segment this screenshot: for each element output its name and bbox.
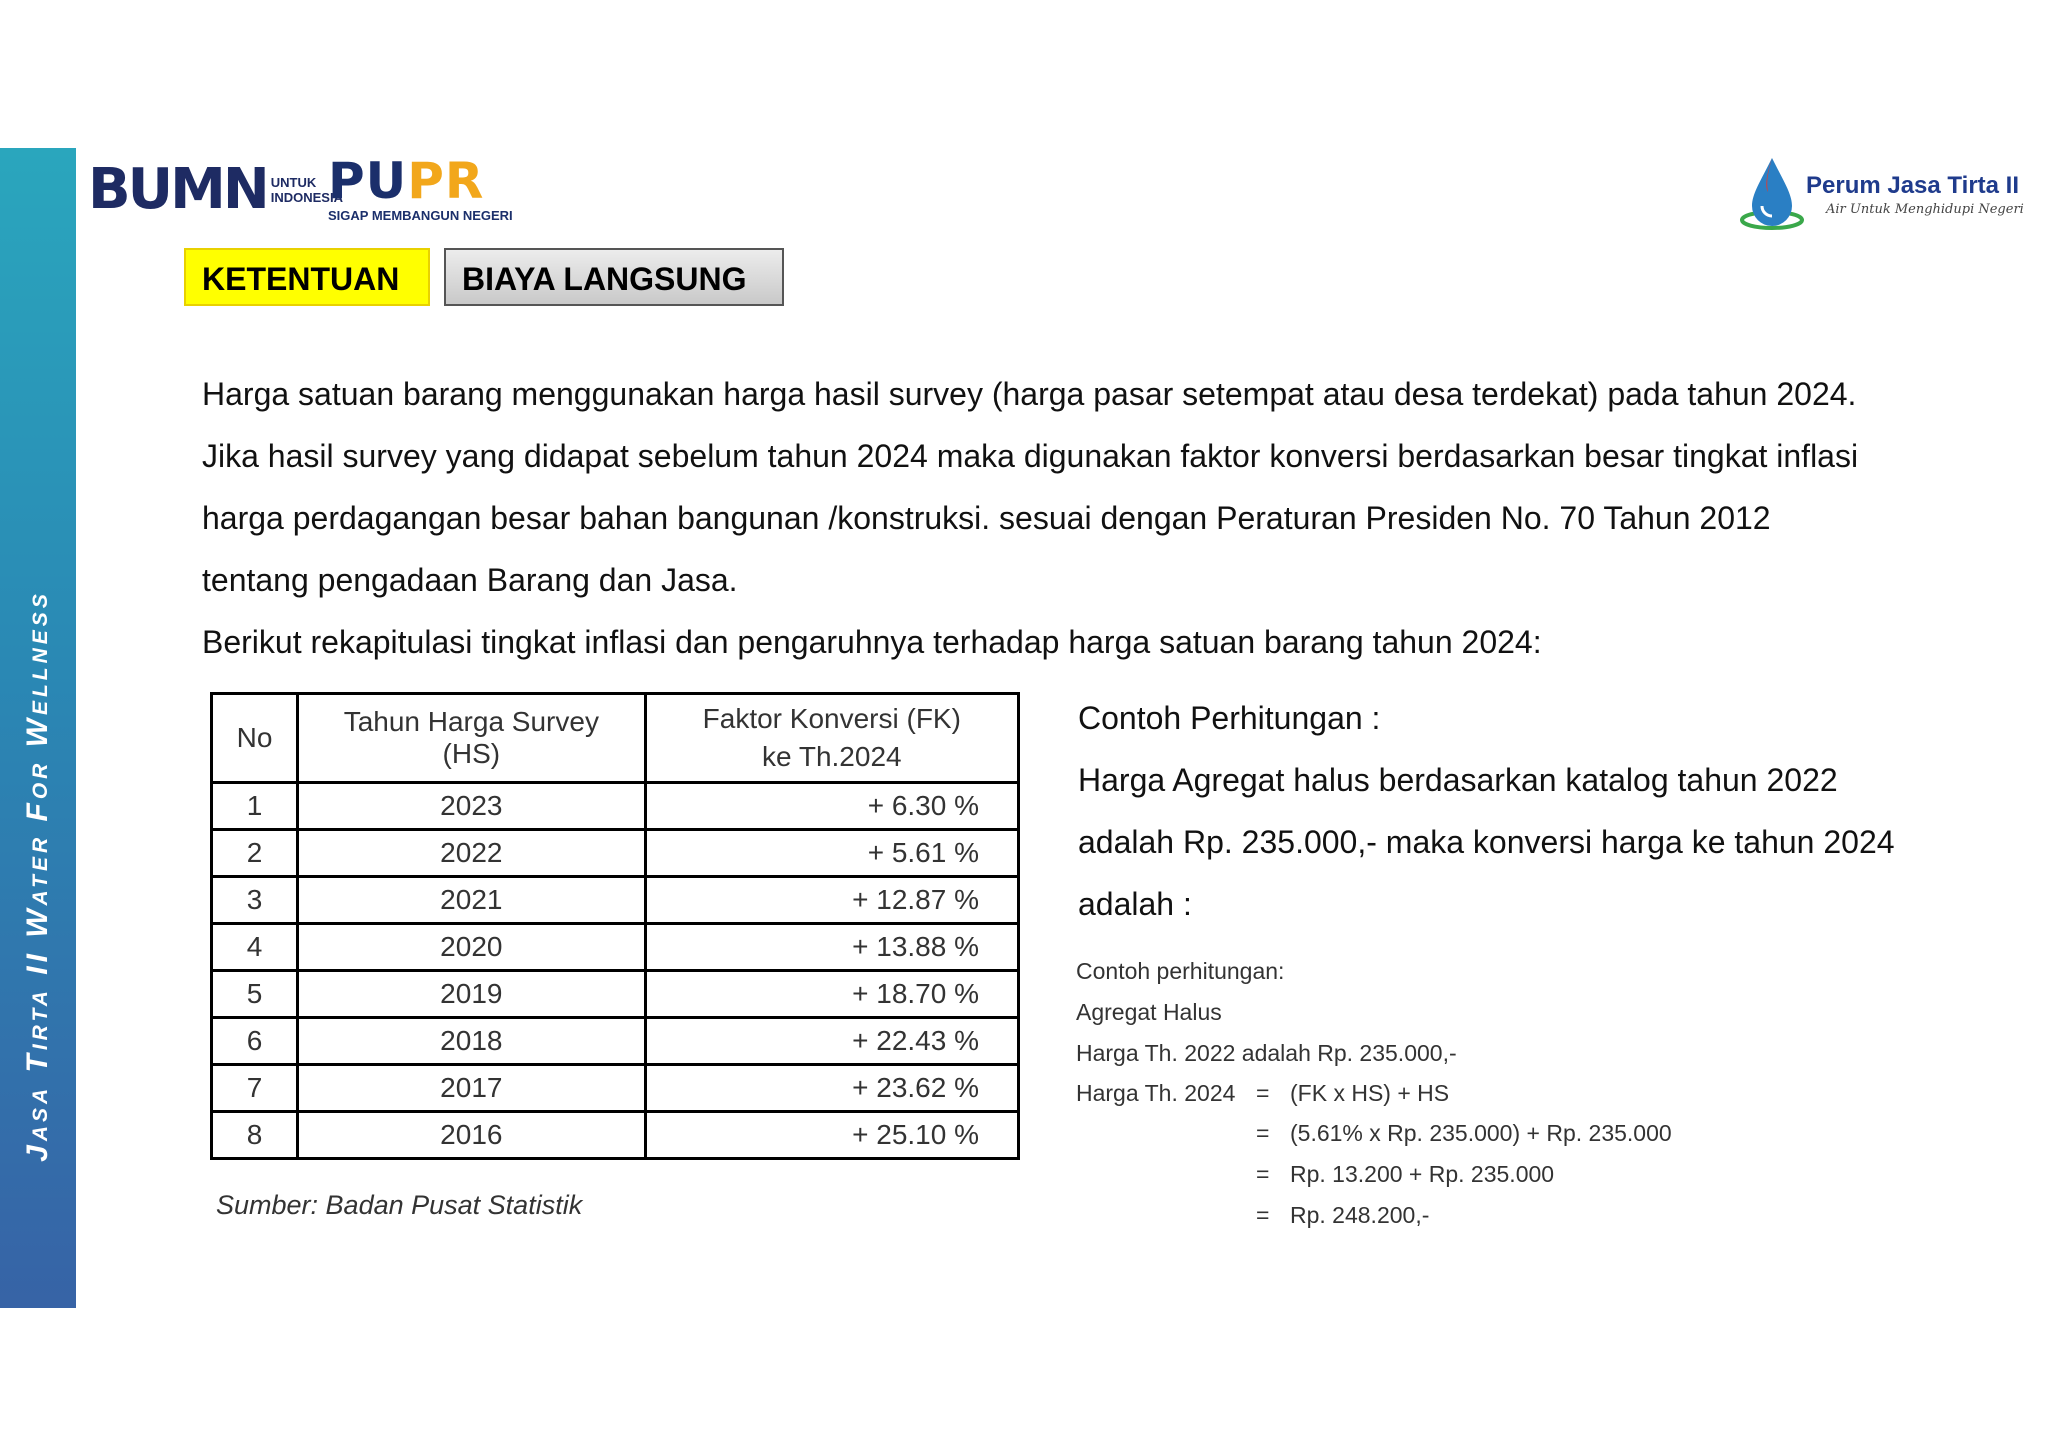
cell-year: 2017 — [298, 1065, 646, 1112]
calc-step-4: Rp. 248.200,- — [1290, 1202, 1430, 1228]
cell-fk: + 23.62 % — [645, 1065, 1018, 1112]
cell-no: 1 — [212, 783, 298, 830]
table-row — [212, 924, 1019, 971]
body-text-line-1: Harga satuan barang menggunakan harga hasil survey (harga pasar setempat atau desa terdekat) pada tahun 2024. — [202, 376, 1857, 412]
pupr-logo — [328, 152, 538, 226]
cell-no: 8 — [212, 1112, 298, 1159]
body-text-line-4: tentang pengadaan Barang dan Jasa. — [202, 562, 738, 598]
calc-equals: = — [1256, 1120, 1270, 1146]
cell-year: 2021 — [298, 877, 646, 924]
ketentuan-badge: KETENTUAN — [184, 248, 430, 306]
header-no: No — [212, 694, 298, 783]
cell-fk: + 6.30 % — [645, 783, 1018, 830]
cell-year: 2022 — [298, 830, 646, 877]
calc-equals: = — [1256, 1080, 1270, 1106]
calc-equals: = — [1256, 1161, 1270, 1187]
pjt-logo-name: Perum Jasa Tirta II — [1806, 172, 2019, 199]
table-row — [212, 1018, 1019, 1065]
body-text-line-3: harga perdagangan besar bahan bangunan /konstruksi. sesuai dengan Peraturan Presiden No. 70 Tahun 2012 — [202, 500, 1771, 536]
pjt-logo — [1738, 152, 2038, 232]
inflation-table — [210, 692, 1020, 1160]
calc-equals: = — [1256, 1202, 1270, 1228]
header-fk-line1: Faktor Konversi (FK) — [702, 703, 961, 734]
table-row — [212, 830, 1019, 877]
calc-step-1: (FK x HS) + HS — [1290, 1080, 1450, 1106]
header-year: Tahun Harga Survey (HS) — [298, 694, 646, 783]
bumn-logo — [88, 157, 343, 222]
table-row — [212, 783, 1019, 830]
calc-step-2: (5.61% x Rp. 235.000) + Rp. 235.000 — [1290, 1120, 1672, 1146]
sidebar-banner — [0, 148, 76, 1308]
calc-given: Harga Th. 2022 adalah Rp. 235.000,- — [1076, 1040, 1457, 1066]
cell-year: 2018 — [298, 1018, 646, 1065]
cell-no: 4 — [212, 924, 298, 971]
body-text-line-2: Jika hasil survey yang didapat sebelum tahun 2024 maka digunakan faktor konversi berdasarkan besar tingkat inflasi — [202, 438, 1859, 474]
body-text-line-5: Berikut rekapitulasi tingkat inflasi dan pengaruhnya terhadap harga satuan barang tahun 2024: — [202, 624, 1542, 660]
cell-fk: + 25.10 % — [645, 1112, 1018, 1159]
pupr-word-dark: PU — [328, 152, 408, 210]
cell-no: 5 — [212, 971, 298, 1018]
cell-fk: + 5.61 % — [645, 830, 1018, 877]
pupr-tagline: SIGAP MEMBANGUN NEGERI — [328, 208, 513, 223]
biaya-langsung-badge: BIAYA LANGSUNG — [444, 248, 784, 306]
example-heading: Contoh Perhitungan : — [1078, 700, 1381, 736]
cell-no: 2 — [212, 830, 298, 877]
cell-fk: + 22.43 % — [645, 1018, 1018, 1065]
calc-title: Contoh perhitungan: — [1076, 958, 1285, 984]
pjt-logo-tagline: Air Untuk Menghidupi Negeri — [1826, 202, 2024, 217]
cell-fk: + 13.88 % — [645, 924, 1018, 971]
table-row — [212, 971, 1019, 1018]
pupr-word-gold: PR — [407, 152, 485, 210]
cell-year: 2019 — [298, 971, 646, 1018]
bumn-sub-line1: UNTUK — [270, 175, 317, 190]
header-fk-line2: ke Th.2024 — [762, 741, 902, 772]
cell-year: 2016 — [298, 1112, 646, 1159]
header-fk — [645, 694, 1018, 783]
table-row — [212, 1065, 1019, 1112]
table-row — [212, 1112, 1019, 1159]
water-drop-icon — [1738, 152, 1808, 232]
cell-no: 3 — [212, 877, 298, 924]
example-line-4: adalah : — [1078, 886, 1192, 922]
cell-fk: + 18.70 % — [645, 971, 1018, 1018]
pupr-logo-word — [328, 152, 485, 210]
table-header-row — [212, 694, 1019, 783]
cell-year: 2023 — [298, 783, 646, 830]
bumn-logo-word: BUMN — [88, 157, 267, 222]
sidebar-slogan: Jasa Tirta II Water For Wellness — [21, 590, 54, 1162]
example-line-3: adalah Rp. 235.000,- maka konversi harga ke tahun 2024 — [1078, 824, 1895, 860]
cell-fk: + 12.87 % — [645, 877, 1018, 924]
cell-no: 6 — [212, 1018, 298, 1065]
bumn-sub-line2: INDONESIA — [270, 190, 343, 205]
table-row — [212, 877, 1019, 924]
cell-no: 7 — [212, 1065, 298, 1112]
calc-step-3: Rp. 13.200 + Rp. 235.000 — [1290, 1161, 1555, 1187]
calc-label: Harga Th. 2024 — [1076, 1080, 1236, 1106]
example-line-2: Harga Agregat halus berdasarkan katalog tahun 2022 — [1078, 762, 1838, 798]
cell-year: 2020 — [298, 924, 646, 971]
calc-item: Agregat Halus — [1076, 999, 1222, 1025]
table-source-note: Sumber: Badan Pusat Statistik — [216, 1190, 583, 1220]
